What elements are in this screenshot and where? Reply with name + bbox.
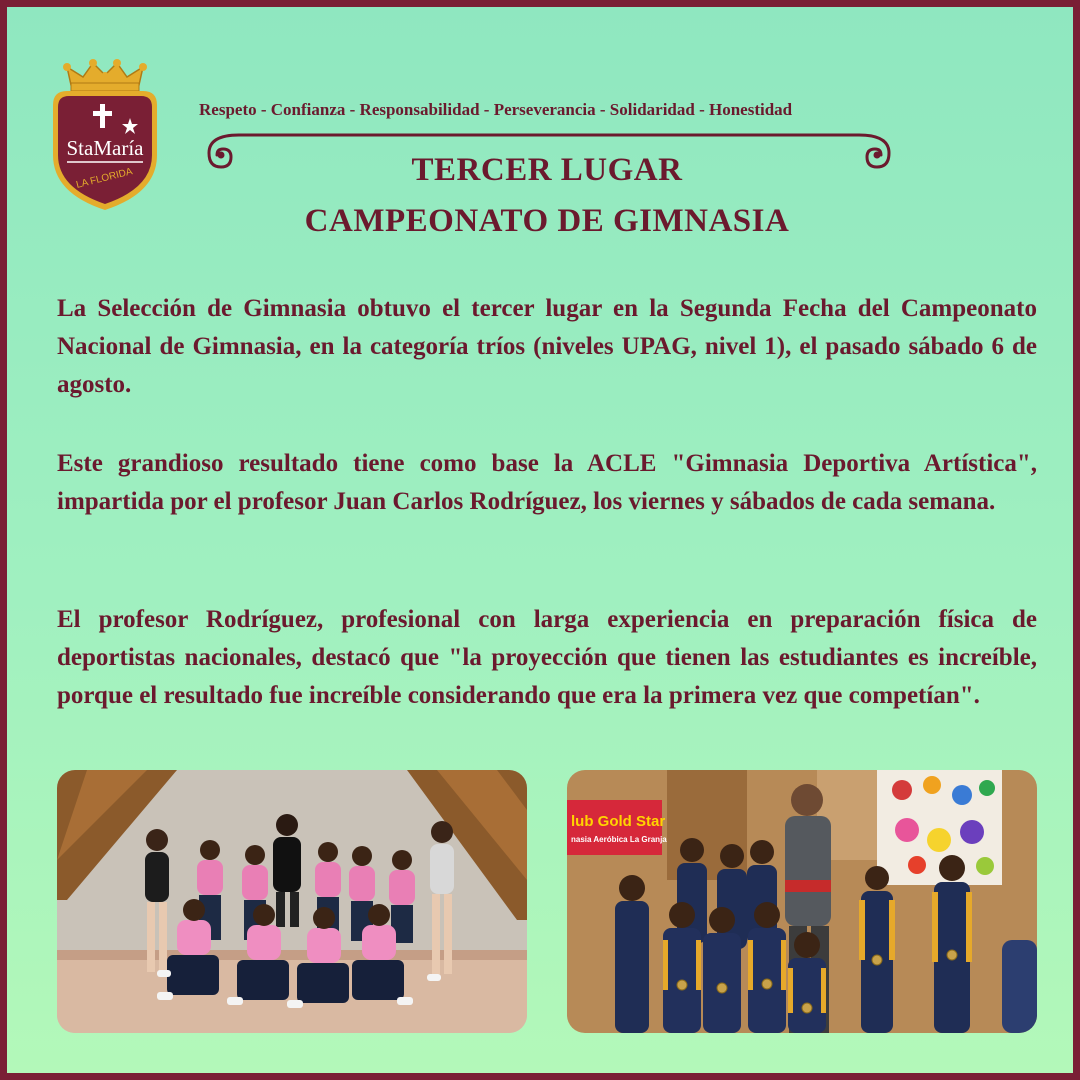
title-line-1: TERCER LUGAR	[411, 152, 683, 188]
gymnastics-team-photo	[57, 770, 527, 1033]
medal-ceremony-photo	[567, 770, 1037, 1033]
school-crest-logo	[45, 55, 165, 215]
banner-title-text: lub Gold Star	[571, 813, 666, 830]
school-name-text: StaMaría	[66, 136, 144, 160]
crown-icon	[63, 59, 147, 91]
title-line-2: CAMPEONATO DE GIMNASIA	[304, 203, 790, 239]
banner-subtitle-text: nasia Aeróbica La Granja	[571, 835, 667, 844]
school-values-line: Respeto - Confianza - Responsabilidad - Perseverancia - Solidaridad - Honestidad	[199, 100, 793, 119]
body-paragraph-1: La Selección de Gimnasia obtuvo el tercer lugar en la Segunda Fecha del Campeonato Nacional de Gimnasia, en la categoría tríos (niveles UPAG, nivel 1), el pasado sábado 6 de agosto.	[57, 295, 1037, 398]
school-location-text: LA FLORIDA	[75, 166, 134, 191]
body-paragraph-2: Este grandioso resultado tiene como base la ACLE "Gimnasia Deportiva Artística", impartida por el profesor Juan Carlos Rodríguez, los viernes y sábados de cada semana.	[57, 450, 1037, 515]
body-paragraph-3: El profesor Rodríguez, profesional con larga experiencia en preparación física de deportistas nacionales, destacó que "la proyección que tienen las estudiantes es increíble, porque el resultado fue increíble considerando que era la primera vez que competían".	[57, 606, 1037, 709]
